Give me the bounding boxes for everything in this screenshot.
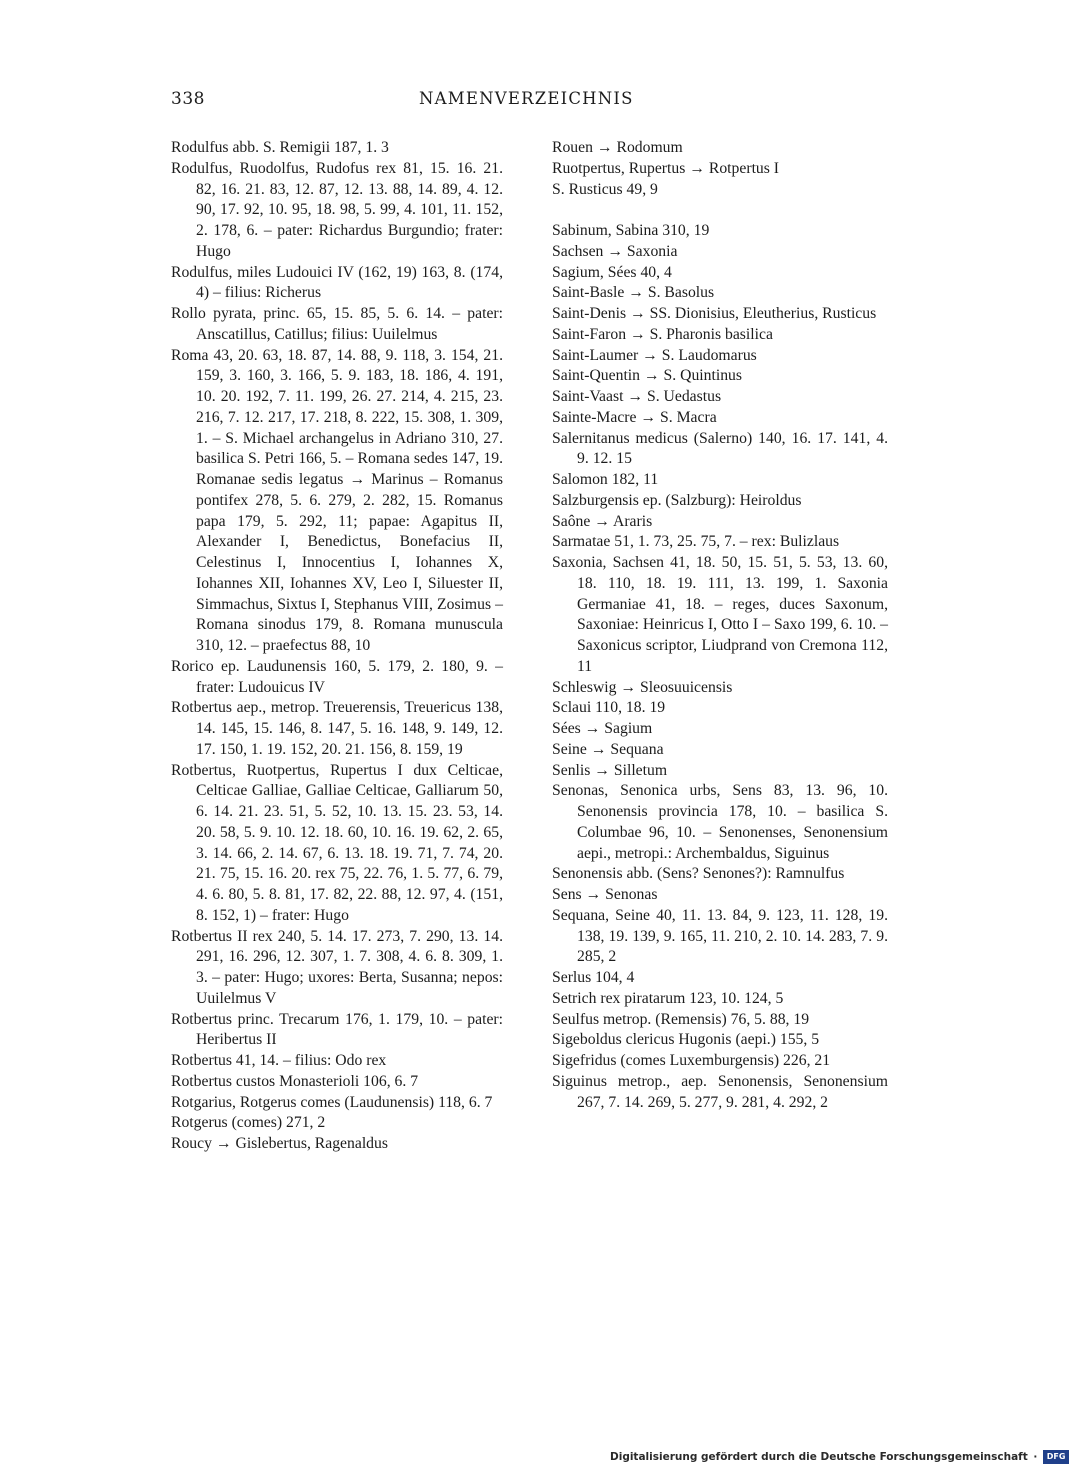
index-entry: Rotbertus aep., metrop. Treuerensis, Treuericus 138, 14. 145, 15. 146, 8. 147, 5. 16. 148, 9. 149, 12. 17. 150, 1. 19. 152, 20. 21. 156, 8. 159, 19 bbox=[171, 699, 503, 758]
digitization-footer bbox=[610, 1450, 1069, 1464]
footer-text: Digitalisierung gefördert durch die Deutsche Forschungsgemeinschaft bbox=[610, 1451, 1028, 1463]
page-header bbox=[171, 89, 921, 115]
dfg-logo-icon: DFG bbox=[1043, 1450, 1069, 1464]
index-entry: Rodulfus, Ruodolfus, Rudofus rex 81, 15. 16. 21. 82, 16. 21. 83, 12. 87, 12. 13. 88, 14. 89, 4. 12. 90, 17. 92, 10. 95, 18. 98, 5. 99, 4. 101, 11. 152, 2. 178, 6. – pater: Richardus Burgundio; frater: Hugo bbox=[171, 159, 503, 260]
index-entry: Sigeboldus clericus Hugonis (aepi.) 155, 5 bbox=[552, 1031, 820, 1049]
index-entry: Schleswig → Sleosuuicensis bbox=[552, 678, 733, 696]
index-entry: Seine → Sequana bbox=[552, 740, 664, 758]
index-entry: Rotbertus princ. Trecarum 176, 1. 179, 10. – pater: Heribertus II bbox=[171, 1010, 503, 1049]
index-entry: Setrich rex piratarum 123, 10. 124, 5 bbox=[552, 989, 784, 1007]
index-entry: Salernitanus medicus (Salerno) 140, 16. 17. 141, 4. 9. 12. 15 bbox=[552, 429, 888, 468]
index-column-right bbox=[552, 138, 888, 1113]
index-entry: Saint-Denis → SS. Dionisius, Eleutherius, Rusticus bbox=[552, 305, 877, 322]
index-entry: Rotgarius, Rotgerus comes (Laudunensis) 118, 6. 7 bbox=[171, 1093, 493, 1111]
index-entry: Sagium, Sées 40, 4 bbox=[552, 263, 672, 281]
index-entry: Saône → Araris bbox=[552, 512, 653, 530]
index-entry: Rotbertus II rex 240, 5. 14. 17. 273, 7. 290, 13. 14. 291, 16. 296, 12. 307, 1. 7. 308, 4. 6. 8. 309, 1. 3. – pater: Hugo; uxores: Berta, Susanna; nepos: Uuilelmus V bbox=[171, 927, 503, 1007]
index-entry: Sachsen → Saxonia bbox=[552, 242, 678, 260]
index-entry: Rodulfus, miles Ludouici IV (162, 19) 163, 8. (174, 4) – filius: Richerus bbox=[171, 263, 503, 302]
index-entry: Sequana, Seine 40, 11. 13. 84, 9. 123, 11. 128, 19. 138, 19. 139, 9. 165, 11. 210, 2. 10. 14. 283, 7. 9. 285, 2 bbox=[552, 906, 888, 966]
index-entry: Saxonia, Sachsen 41, 18. 50, 15. 51, 5. 53, 13. 60, 18. 110, 18. 19. 111, 13. 199, 1. Saxonia Germaniae 41, 18. – reges, duces Saxonum, Saxoniae: Heinricus I, Otto I – Saxo 199, 6. 10. – Saxonicus scriptor, Liudprand von Cremona 112, 11 bbox=[552, 554, 888, 675]
index-entry: Ruotpertus, Rupertus → Rotpertus I bbox=[552, 159, 780, 177]
index-entry: Rodulfus abb. S. Remigii 187, 1. 3 bbox=[171, 139, 389, 156]
index-entry: Rollo pyrata, princ. 65, 15. 85, 5. 6. 14. – pater: Anscatillus, Catillus; filius: Uuilelmus bbox=[171, 305, 503, 343]
index-entry: Salomon 182, 11 bbox=[552, 471, 659, 488]
index-entry: Rotgerus (comes) 271, 2 bbox=[171, 1114, 326, 1132]
index-entry: Saint-Basle → S. Basolus bbox=[552, 284, 715, 302]
index-entry: Senlis → Silletum bbox=[552, 761, 668, 779]
index-entry: Sens → Senonas bbox=[552, 886, 658, 903]
footer-separator: · bbox=[1033, 1451, 1038, 1463]
index-entry: Saint-Quentin → S. Quintinus bbox=[552, 367, 742, 385]
index-entry: Seulfus metrop. (Remensis) 76, 5. 88, 19 bbox=[552, 1010, 810, 1028]
index-entry: Rorico ep. Laudunensis 160, 5. 179, 2. 180, 9. – frater: Ludouicus IV bbox=[171, 657, 503, 696]
index-entry: Saint-Vaast → S. Uedastus bbox=[552, 388, 722, 405]
index-entry: Senonas, Senonica urbs, Sens 83, 13. 96, 10. Senonensis provincia 178, 10. – basilica S. Columbae 96, 10. – Senonenses, Senonensium aepi., metropi.: Archembaldus, Siguinus bbox=[552, 782, 888, 862]
index-entry: Roucy → Gislebertus, Ragenaldus bbox=[171, 1135, 388, 1152]
index-entry: Sarmatae 51, 1. 73, 25. 75, 7. – rex: Bulizlaus bbox=[552, 533, 840, 551]
index-entry: Saint-Laumer → S. Laudomarus bbox=[552, 346, 757, 364]
index-column-left bbox=[171, 138, 503, 1155]
index-entry: Rotbertus custos Monasterioli 106, 6. 7 bbox=[171, 1072, 419, 1090]
index-entry: Sclaui 110, 18. 19 bbox=[552, 699, 666, 717]
index-entry: Sainte-Macre → S. Macra bbox=[552, 408, 717, 426]
index-entry: Salzburgensis ep. (Salzburg): Heiroldus bbox=[552, 491, 802, 509]
index-entry: Rotbertus, Ruotpertus, Rupertus I dux Celticae, Celticae Galliae, Galliae Celticae, Galliarum 50, 6. 14. 21. 23. 51, 5. 52, 10. 13. 15. 23. 53, 14. 20. 58, 5. 9. 10. 12. 18. 60, 10. 16. 19. 62, 2. 65, 3. 14. 66, 2. 14. 67, 6. 13. 18. 19. 71, 7. 74, 20. 21. 75, 15. 16. 20. rex 75, 22. 76, 1. 5. 77, 6. 79, 4. 6. 80, 5. 8. 81, 17. 82, 22. 88, 12. 97, 4. (151, 8. 152, 1) – frater: Hugo bbox=[171, 761, 503, 924]
index-entry: Siguinus metrop., aep. Senonensis, Senonensium 267, 7. 14. 269, 5. 277, 9. 281, 4. 292, 2 bbox=[552, 1072, 888, 1111]
index-entry: S. Rusticus 49, 9 bbox=[552, 180, 658, 198]
running-title: NAMENVERZEICHNIS bbox=[419, 89, 634, 108]
index-entry: Rouen → Rodomum bbox=[552, 139, 683, 156]
index-entry: Sées → Sagium bbox=[552, 720, 653, 737]
index-entry: Sigefridus (comes Luxemburgensis) 226, 21 bbox=[552, 1052, 831, 1069]
index-entry: Serlus 104, 4 bbox=[552, 969, 635, 986]
index-entry: Rotbertus 41, 14. – filius: Odo rex bbox=[171, 1052, 387, 1069]
page-number: 338 bbox=[171, 89, 205, 109]
index-entry: Senonensis abb. (Sens? Senones?): Ramnulfus bbox=[552, 865, 845, 883]
index-entry: Sabinum, Sabina 310, 19 bbox=[552, 222, 710, 239]
index-entry: Saint-Faron → S. Pharonis basilica bbox=[552, 325, 773, 343]
index-entry: Roma 43, 20. 63, 18. 87, 14. 88, 9. 118, 3. 154, 21. 159, 3. 160, 3. 166, 5. 9. 183, 18. 186, 4. 191, 10. 20. 192, 7. 11. 199, 26. 27. 214, 4. 215, 23. 216, 7. 12. 217, 17. 218, 8. 222, 15. 308, 1. 309, 1. – S. Michael archangelus in Adriano 310, 27. basilica S. Petri 166, 5. – Romana sedes 147, 19. Romanae sedis legatus → Marinus – Romanus pontifex 278, 5. 6. 279, 2. 282, 15. Romanus papa 179, 5. 292, 11; papae: Agapitus II, Alexander I, Benedictus, Bonefacius II, Celestinus I, Innocentius I, Iohannes X, Iohannes XII, Iohannes XV, Leo I, Siluester II, Simmachus, Sixtus I, Stephanus VIII, Zosimus – Romana sinodus 179, 8. Romana munuscula 310, 12. – praefectus 88, 10 bbox=[171, 346, 503, 654]
